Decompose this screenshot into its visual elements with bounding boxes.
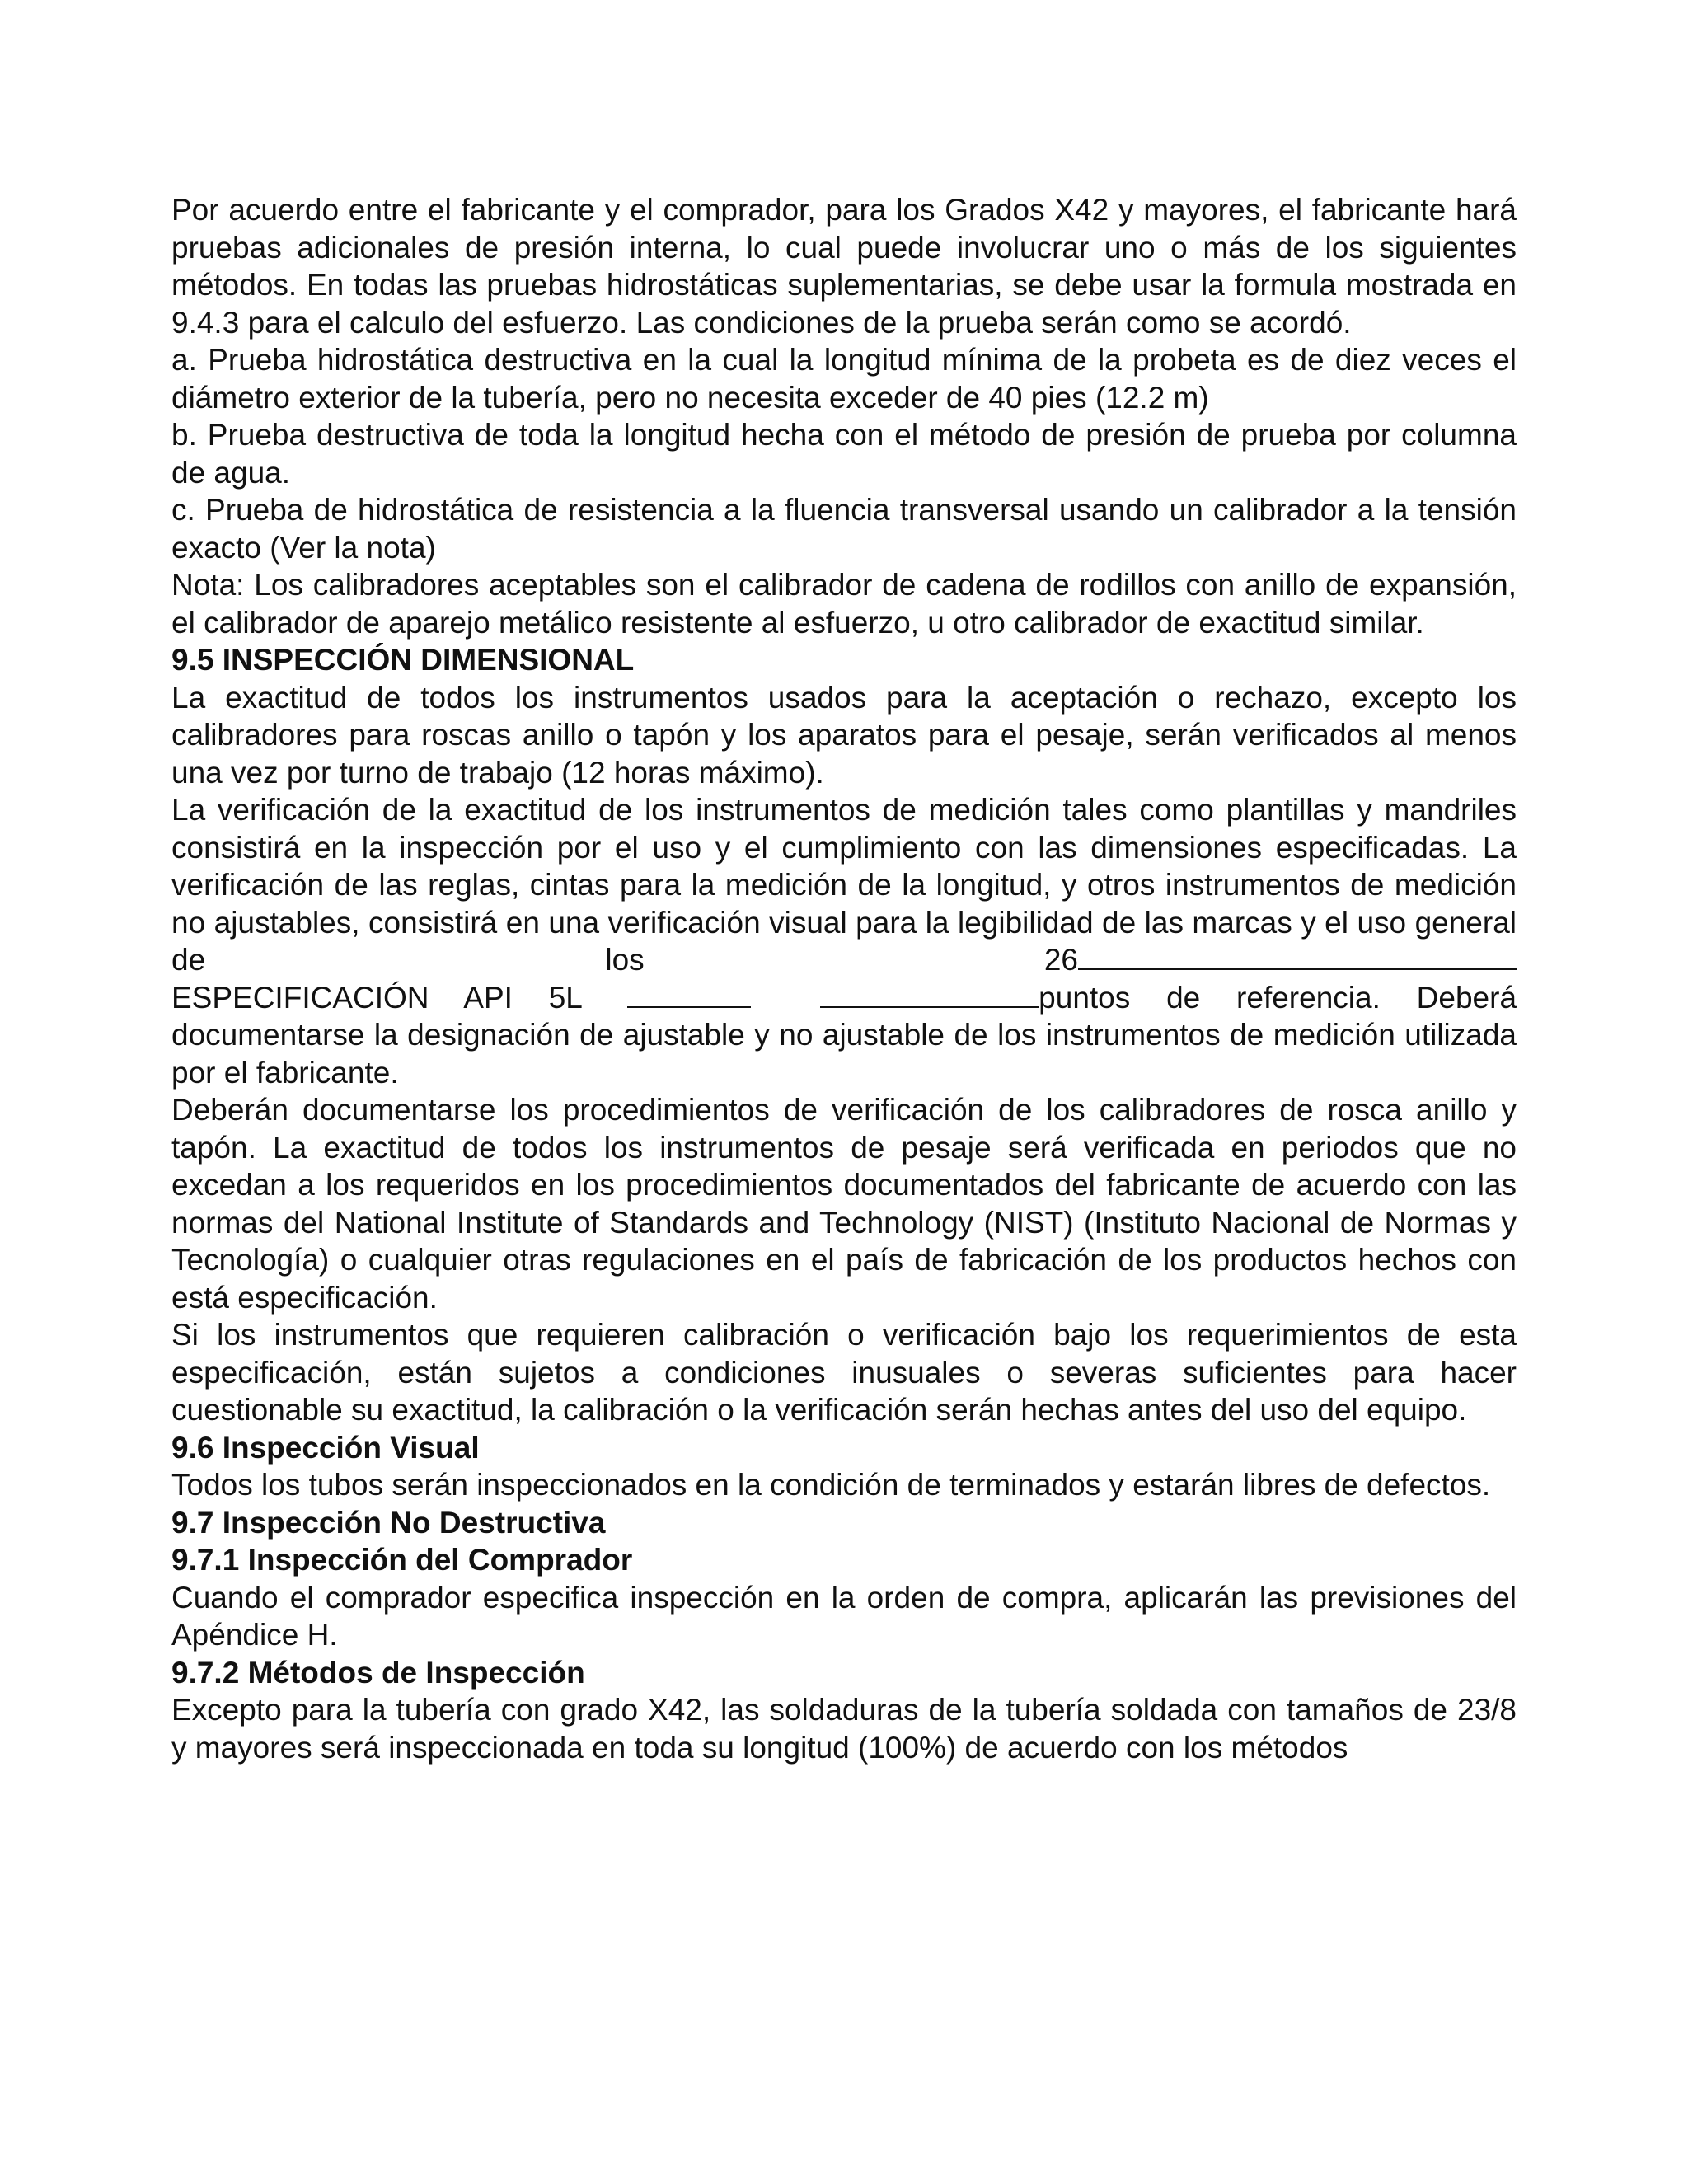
list-item-a: a. Prueba hidrostática destructiva en la cual la longitud mínima de la probeta es de diez veces el diámetro exterior de la tubería, pero no necesita exceder de 40 pies (12.2 m) <box>171 343 1517 415</box>
note-paragraph: Nota: Los calibradores aceptables son el calibrador de cadena de rodillos con anillo de expansión, el calibrador de aparejo metálico resistente al esfuerzo, u otro calibrador de exactitud similar. <box>171 568 1517 640</box>
section-heading-9-7: 9.7 Inspección No Destructiva <box>171 1505 606 1540</box>
paragraph-9-6: Todos los tubos serán inspeccionados en la condición de terminados y estarán libres de defectos. <box>171 1468 1491 1502</box>
paragraph-9-5-verification-text: La verificación de la exactitud de los instrumentos de medición tales como plantillas y mandriles consistirá en la inspección por el uso y el cumplimiento con las dimensiones especificadas. La verificación de las reglas, cintas para la medición de la longitud, y otros instrumentos de medición no ajustables, consistirá en una verificación visual para la legibilidad de las marcas y el uso general de los 26 <box>171 793 1517 977</box>
fill-in-blank <box>1078 944 1517 970</box>
paragraph-9-5-accuracy: La exactitud de todos los instrumentos usados para la aceptación o rechazo, excepto los calibradores para roscas anillo o tapón y los aparatos para el pesaje, serán verificados al menos una vez por turno de trabajo (12 horas máximo). <box>171 680 1517 790</box>
paragraph-9-5-verification <box>171 791 1517 979</box>
fill-in-blank <box>627 982 751 1008</box>
document-page <box>171 191 1517 1766</box>
list-item-c: c. Prueba de hidrostática de resistencia a la fluencia transversal usando un calibrador a la tensión exacto (Ver la nota) <box>171 493 1517 565</box>
paragraph-9-5-verification-end: puntos de referencia. Deberá documentarse la designación de ajustable y no ajustable de los instrumentos de medición utilizada por el fabricante. <box>171 980 1517 1090</box>
section-heading-9-6: 9.6 Inspección Visual <box>171 1430 480 1465</box>
paragraph-9-5-calibration: Si los instrumentos que requieren calibración o verificación bajo los requerimientos de esta especificación, están sujetos a condiciones inusuales o severas suficientes para hacer cuestionable su exactitud, la calibración o la verificación serán hechas antes del uso del equipo. <box>171 1318 1517 1427</box>
intro-paragraph: Por acuerdo entre el fabricante y el comprador, para los Grados X42 y mayores, el fabricante hará pruebas adicionales de presión interna, lo cual puede involucrar uno o más de los siguientes métodos. En todas las pruebas hidrostáticas suplementarias, se debe usar la formula mostrada en 9.4.3 para el calculo del esfuerzo. Las condiciones de la prueba serán como se acordó. <box>171 193 1517 340</box>
paragraph-9-7-1: Cuando el comprador especifica inspección en la orden de compra, aplicarán las previsiones del Apéndice H. <box>171 1580 1517 1652</box>
fill-in-blank <box>820 982 1039 1008</box>
paragraph-9-5-procedures: Deberán documentarse los procedimientos de verificación de los calibradores de rosca anillo y tapón. La exactitud de todos los instrumentos de pesaje será verificada en periodos que no excedan a los requeridos en los procedimientos documentados del fabricante de acuerdo con las normas del National Institute of Standards and Technology (NIST) (Instituto Nacional de Normas y Tecnología) o cualquier otras regulaciones en el país de fabricación de los productos hechos con está especificación. <box>171 1093 1517 1315</box>
list-item-b: b. Prueba destructiva de toda la longitud hecha con el método de presión de prueba por columna de agua. <box>171 418 1517 490</box>
section-heading-9-7-2: 9.7.2 Métodos de Inspección <box>171 1655 585 1690</box>
paragraph-9-5-verification-continued <box>171 979 1517 1092</box>
section-heading-9-5: 9.5 INSPECCIÓN DIMENSIONAL <box>171 643 635 677</box>
section-heading-9-7-1: 9.7.1 Inspección del Comprador <box>171 1543 633 1577</box>
spec-name: ESPECIFICACIÓN API 5L <box>171 980 582 1015</box>
paragraph-9-7-2: Excepto para la tubería con grado X42, las soldaduras de la tubería soldada con tamaños de 23/8 y mayores será inspeccionada en toda su longitud (100%) de acuerdo con los métodos <box>171 1693 1517 1765</box>
